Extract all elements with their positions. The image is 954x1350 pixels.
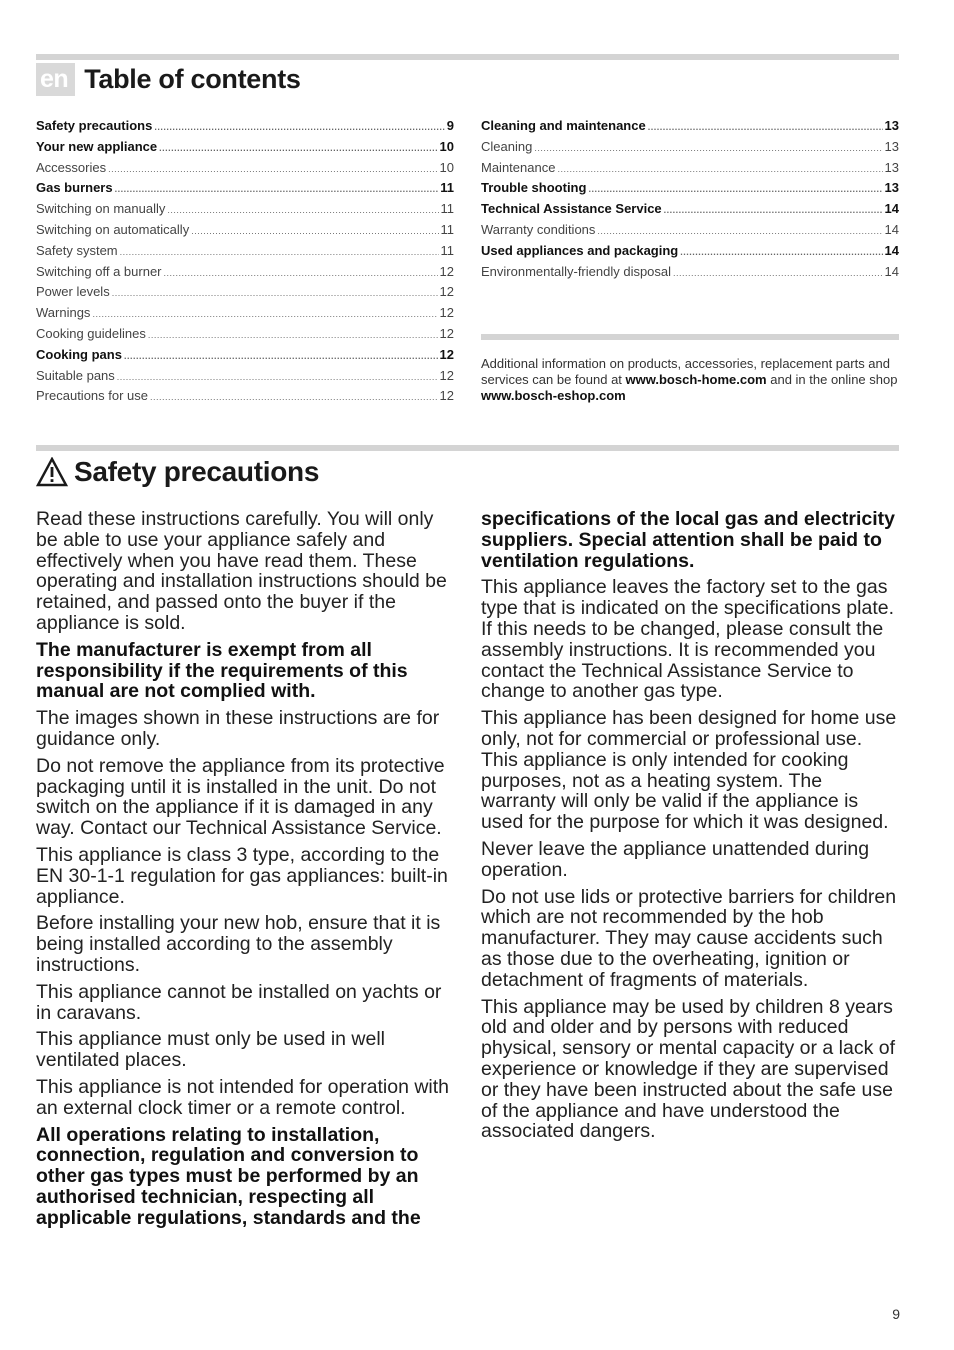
toc-entry-page: 14 <box>884 263 899 279</box>
toc-entry[interactable] <box>36 178 454 199</box>
toc-entry[interactable] <box>481 262 899 283</box>
top-divider <box>36 54 899 60</box>
toc-entry-page: 11 <box>440 201 454 217</box>
paragraph: The images shown in these instructions are for guidance only. <box>36 707 440 750</box>
toc-dot-leader <box>534 138 882 159</box>
toc-entry-label: Maintenance <box>481 159 556 175</box>
toc-entry-page: 11 <box>440 221 454 237</box>
section-title: Safety precautions <box>74 456 320 487</box>
toc-dot-leader <box>164 263 438 284</box>
toc-entry-label: Switching on manually <box>36 201 166 217</box>
toc-entry-label: Accessories <box>36 159 107 175</box>
paragraph: Do not use lids or protective barriers for children which are not recommended by the hob manufacturer. They may cause accidents such as those due to the overheating, ignition or detachment of fragments of materials. <box>481 885 897 991</box>
language-badge: en <box>36 63 75 96</box>
toc-right-column <box>481 116 899 282</box>
toc-dot-leader <box>664 200 883 221</box>
paragraph: This appliance is class 3 type, according to the EN 30-1-1 regulation for gas appliances: built-in appliance. <box>36 843 448 908</box>
toc-entry[interactable] <box>36 386 454 407</box>
toc-entry-label: Switching off a burner <box>36 263 162 279</box>
toc-entry-page: 11 <box>440 180 454 196</box>
paragraph: Never leave the appliance unattended during operation. <box>481 837 870 881</box>
bosch-eshop-link[interactable]: www.bosch-eshop.com <box>481 388 626 403</box>
toc-entry-page: 14 <box>884 242 899 258</box>
safety-right-column <box>481 509 899 1148</box>
paragraph: This appliance cannot be installed on yachts or in caravans. <box>36 980 442 1024</box>
toc-entry[interactable] <box>36 282 454 303</box>
toc-entry-page: 12 <box>439 388 454 404</box>
toc-entry[interactable] <box>36 324 454 345</box>
toc-entry-label: Cooking guidelines <box>36 325 146 341</box>
paragraph: This appliance leaves the factory set to the gas type that is indicated on the specifications plate. If this needs to be changed, please consult the assembly instructions. It is recommended you contact the Technical Assistance Service to change to another gas type. <box>481 576 895 703</box>
bosch-home-link[interactable]: www.bosch-home.com <box>625 372 767 387</box>
toc-entry[interactable] <box>481 178 899 199</box>
toc-dot-leader <box>588 179 882 200</box>
bold-paragraph: specifications of the local gas and electricity suppliers. Special attention shall be paid to ventilation regulations. <box>481 508 895 572</box>
toc-entry-page: 12 <box>439 346 454 362</box>
toc-entry[interactable] <box>36 262 454 283</box>
toc-dot-leader <box>115 179 439 200</box>
additional-info <box>481 356 899 404</box>
toc-entry-page: 10 <box>439 138 454 154</box>
toc-entry-page: 10 <box>439 159 454 175</box>
toc-dot-leader <box>167 200 438 221</box>
toc-entry[interactable] <box>36 303 454 324</box>
toc-dot-leader <box>112 283 438 304</box>
paragraph: Read these instructions carefully. You will only be able to use your appliance safely and effectively when you have read them. These operating and installation instructions should be retained, and passed onto the buyer if the appliance is sold. <box>36 508 447 634</box>
toc-entry[interactable] <box>481 241 899 262</box>
safety-divider <box>36 445 899 451</box>
toc-entry-label: Switching on automatically <box>36 221 190 237</box>
toc-dot-leader <box>124 346 438 367</box>
toc-entry-page: 12 <box>439 367 454 383</box>
toc-entry-label: Cleaning <box>481 138 533 154</box>
toc-title: Table of contents <box>84 63 301 94</box>
toc-dot-leader <box>648 117 883 138</box>
toc-dot-leader <box>108 159 437 180</box>
toc-entry-page: 12 <box>439 284 454 300</box>
toc-entry-page: 12 <box>439 263 454 279</box>
toc-entry-label: Cooking pans <box>36 346 122 362</box>
toc-entry-label: Suitable pans <box>36 367 115 383</box>
safety-header <box>36 452 319 492</box>
toc-entry-label: Safety system <box>36 242 118 258</box>
toc-dot-leader <box>159 138 437 159</box>
toc-entry[interactable] <box>36 199 454 220</box>
toc-entry-page: 13 <box>884 180 899 196</box>
toc-entry[interactable] <box>36 366 454 387</box>
toc-entry-label: Precautions for use <box>36 388 149 404</box>
warning-triangle-icon <box>36 457 68 487</box>
toc-entry-label: Warranty conditions <box>481 221 596 237</box>
toc-entry[interactable] <box>481 116 899 137</box>
toc-entry-label: Used appliances and packaging <box>481 242 679 258</box>
toc-entry-label: Gas burners <box>36 180 113 196</box>
toc-dot-leader <box>92 304 437 325</box>
paragraph: Do not remove the appliance from its protective packaging until it is installed in the unit. Do not switch on the appliance if it is damaged in any way. Contact our Technical Assistance Service. <box>36 754 445 840</box>
toc-entry-label: Environmentally-friendly disposal <box>481 263 672 279</box>
toc-entry-page: 13 <box>884 159 899 175</box>
toc-entry[interactable] <box>481 199 899 220</box>
toc-entry[interactable] <box>36 345 454 366</box>
toc-entry[interactable] <box>481 137 899 158</box>
paragraph: This appliance may be used by children 8 years old and older and by persons with reduced physical, sensory or mental capacity or a lack of experience or knowledge if they are supervised or they have been instructed about the safe use of the appliance and have understood the associated dangers. <box>481 995 896 1143</box>
toc-entry-page: 13 <box>884 118 899 133</box>
toc-entry-page: 14 <box>884 221 899 237</box>
toc-dot-leader <box>673 263 883 284</box>
toc-dot-leader <box>150 387 438 408</box>
toc-left-column <box>36 116 454 407</box>
bold-paragraph: All operations relating to installation, connection, regulation and conversion to other gas types must be performed by an authorised technician, respecting all applicable regulations, standards and the <box>36 1123 421 1229</box>
paragraph: This appliance is not intended for operation with an external clock timer or a remote control. <box>36 1075 450 1119</box>
toc-entry-label: Power levels <box>36 284 110 300</box>
info-text: and in the online shop <box>766 372 898 387</box>
toc-entry[interactable] <box>481 220 899 241</box>
toc-entry-label: Technical Assistance Service <box>481 201 662 217</box>
toc-entry-page: 12 <box>439 325 454 341</box>
toc-entry-label: Cleaning and maintenance <box>481 118 646 133</box>
toc-entry-page: 9 <box>446 118 454 133</box>
toc-entry[interactable] <box>36 158 454 179</box>
toc-dot-leader <box>154 117 444 138</box>
info-text: Additional information on products, accessories, replacement parts and services can be found at <box>481 356 890 387</box>
toc-entry-page: 12 <box>439 305 454 321</box>
toc-entry-label: Safety precautions <box>36 118 153 133</box>
toc-dot-leader <box>597 221 882 242</box>
toc-dot-leader <box>191 221 438 242</box>
toc-entry-page: 11 <box>440 242 454 258</box>
paragraph: This appliance must only be used in well ventilated places. <box>36 1028 386 1072</box>
toc-header <box>36 62 301 96</box>
toc-entry[interactable] <box>36 241 454 262</box>
page-number: 9 <box>892 1306 900 1322</box>
toc-dot-leader <box>680 242 882 263</box>
paragraph: Before installing your new hob, ensure that it is being installed according to the assembly instructions. <box>36 912 441 976</box>
info-divider <box>481 334 899 340</box>
bold-paragraph: The manufacturer is exempt from all responsibility if the requirements of this manual are not complied with. <box>36 638 408 703</box>
toc-entry-page: 14 <box>884 201 899 217</box>
toc-entry-label: Your new appliance <box>36 138 158 154</box>
toc-dot-leader <box>557 159 882 180</box>
paragraph: This appliance has been designed for home use only, not for commercial or professional use. This appliance is only intended for cooking purposes, not as a heating system. The warranty will only be valid if the appliance is used for the purpose for which it was designed. <box>481 707 897 834</box>
toc-entry[interactable] <box>481 158 899 179</box>
toc-dot-leader <box>148 325 438 346</box>
toc-entry[interactable] <box>36 137 454 158</box>
toc-entry-label: Warnings <box>36 305 91 321</box>
toc-entry[interactable] <box>36 116 454 137</box>
toc-dot-leader <box>120 242 439 263</box>
toc-entry[interactable] <box>36 220 454 241</box>
safety-left-column <box>36 509 454 1235</box>
toc-entry-label: Trouble shooting <box>481 180 587 196</box>
toc-entry-page: 13 <box>884 138 899 154</box>
toc-dot-leader <box>117 367 438 388</box>
